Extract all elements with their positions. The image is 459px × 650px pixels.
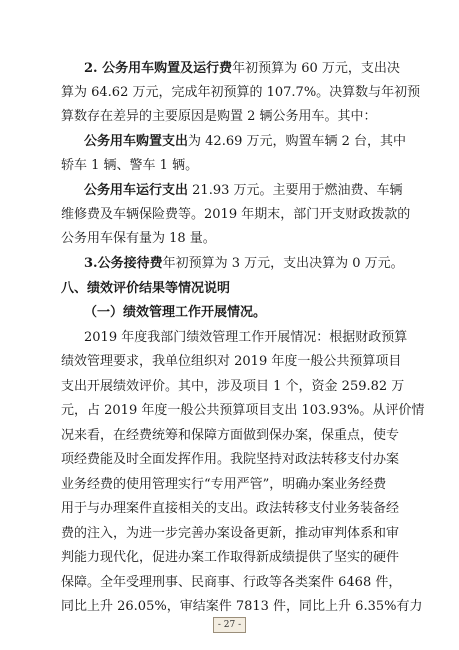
subsection-heading (0, 304, 459, 322)
line-body: 判能力现代化，促进办案工作取得新成绩提供了坚实的硬件 (61, 550, 400, 565)
line-body: 同比上升 26.05%，审结案件 7813 件，同比上升 6.35%有力 (61, 599, 423, 614)
text-line (0, 500, 459, 518)
line-body: 项经费能及时全面发挥作用。我院坚持对政法转移支付办案 (61, 452, 400, 467)
line-body: 元，占 2019 年度一般公共预算项目支出 103.93%。从评价情 (61, 403, 425, 418)
text-line (0, 206, 459, 224)
text-line (0, 133, 459, 151)
line-body: 业务经费的使用管理实行“专用严管”，明确办案业务经费 (61, 477, 387, 492)
line-head: 3.公务接待费 (84, 256, 163, 271)
line-body: 况来看，在经费统筹和保障方面做到保办案，保重点，使专 (61, 428, 400, 443)
text-line (0, 476, 459, 494)
line-body: 算为 64.62 万元，完成年初预算的 107.7%。决算数与年初预 (61, 85, 421, 100)
text-line (0, 84, 459, 102)
line-head: 公务用车购置支出 (84, 134, 189, 149)
text-line (0, 108, 459, 126)
line-body: 保障。全年受理刑事、民商事、行政等各类案件 6468 件， (61, 575, 402, 590)
page-footer (0, 612, 459, 633)
text-line (0, 60, 459, 78)
section-title: 八、绩效评价结果等情况说明 (61, 281, 231, 296)
text-line (0, 255, 459, 273)
line-body: 绩效管理要求，我单位组织对 2019 年度一般公共预算项目 (61, 354, 402, 369)
text-line (0, 574, 459, 592)
line-body: 用于与办理案件直接相关的支出。政法转移支付业务装备经 (61, 501, 400, 516)
line-body: 算数存在差异的主要原因是购置 2 辆公务用车。其中： (61, 109, 377, 124)
text-line (0, 402, 459, 420)
line-head: 公务用车运行支出 (84, 183, 189, 198)
text-line (0, 230, 459, 248)
subsection-title: （一）绩效管理工作开展情况。 (84, 305, 267, 320)
line-body: 21.93 万元。主要用于燃油费、车辆 (188, 183, 403, 198)
line-body: 年初预算为 3 万元，支出决算为 0 万元。 (162, 256, 404, 271)
text-line (0, 427, 459, 445)
line-body: 轿车 1 辆、警车 1 辆。 (61, 158, 199, 173)
line-head: 2. 公务用车购置及运行费 (84, 61, 233, 76)
line-body: 为 42.69 万元，购置车辆 2 台，其中 (188, 134, 407, 149)
text-line (0, 378, 459, 396)
text-line (0, 525, 459, 543)
text-line (0, 353, 459, 371)
text-line (0, 182, 459, 200)
section-heading (0, 280, 459, 298)
line-body: 年初预算为 60 万元，支出决 (232, 61, 400, 76)
page-number: - 27 - (213, 617, 246, 633)
text-line (0, 157, 459, 175)
text-line (0, 549, 459, 567)
text-line (0, 329, 459, 347)
line-body: 维修费及车辆保险费等。2019 年期末，部门开支财政拨款的 (61, 207, 411, 222)
line-body: 支出开展绩效评价。其中，涉及项目 1 个，资金 259.82 万 (61, 379, 405, 394)
line-body: 2019 年度我部门绩效管理工作开展情况：根据财政预算 (84, 330, 408, 345)
line-body: 公务用车保有量为 18 量。 (61, 231, 216, 246)
text-line (0, 451, 459, 469)
line-body: 费的注入，为进一步完善办案设备更新，推动审判体系和审 (61, 526, 400, 541)
